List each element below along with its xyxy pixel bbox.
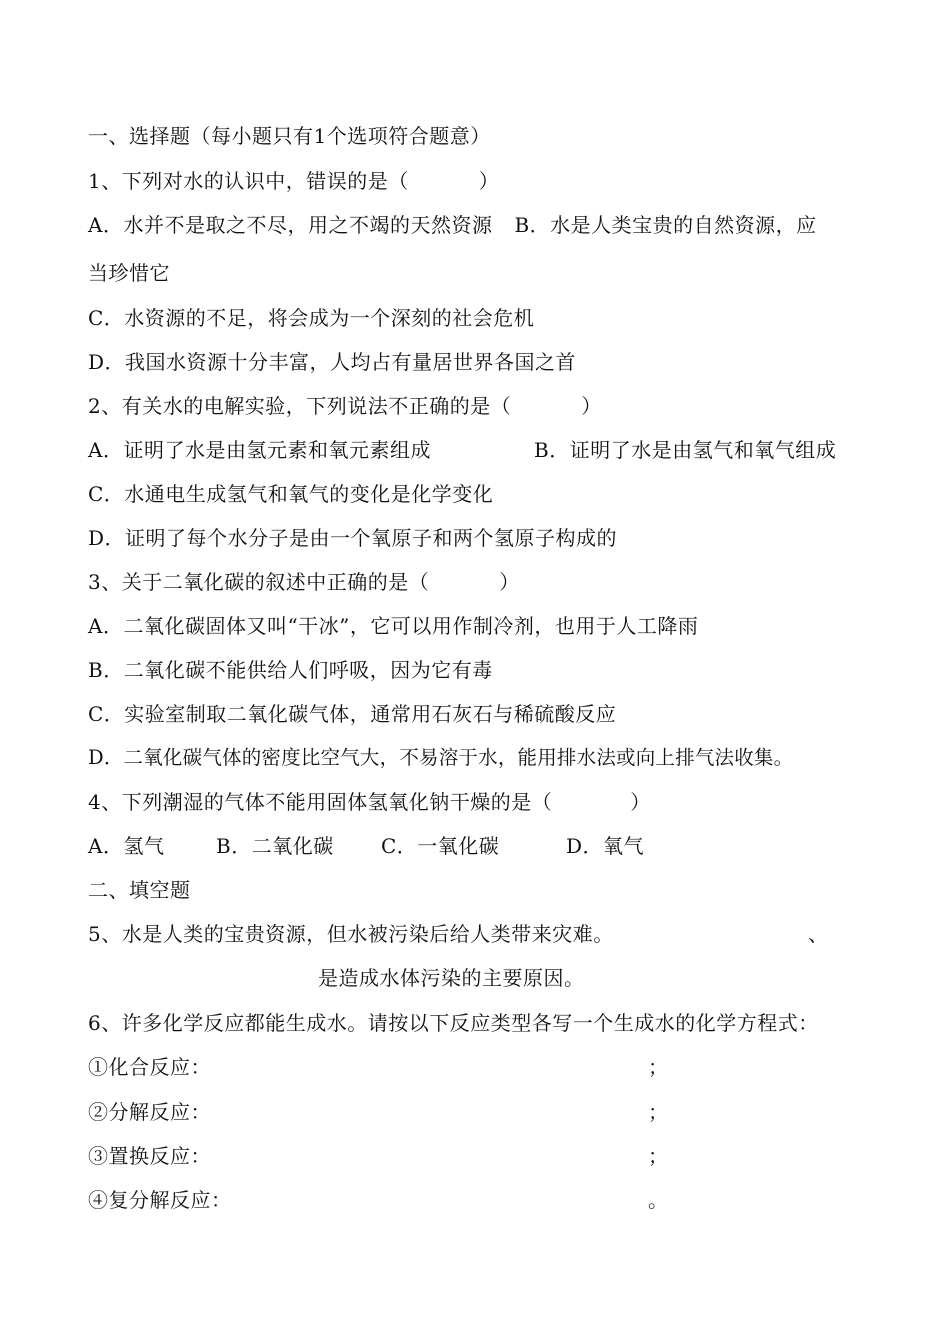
question-2-option-a: A．证明了水是由氢元素和氧元素组成 <box>88 438 431 462</box>
question-2-option-c: C．水通电生成氢气和氧气的变化是化学变化 <box>88 482 494 506</box>
question-5-line1: 5、水是人类的宝贵资源，但水被污染后给人类带来灾难。 <box>88 922 614 946</box>
option-b: B．水是人类宝贵的自然资源，应 <box>514 213 817 237</box>
question-3-option-c: C．实验室制取二氧化碳气体，通常用石灰石与稀硫酸反应 <box>88 702 617 726</box>
reaction-double-decomposition-end: 。 <box>648 1188 669 1212</box>
question-6-stem: 6、许多化学反应都能生成水。请按以下反应类型各写一个生成水的化学方程式： <box>88 1011 819 1035</box>
question-3-option-b: B．二氧化碳不能供给人们呼吸，因为它有毒 <box>88 658 493 682</box>
question-3-option-a: A．二氧化碳固体又叫“干冰”，它可以用作制冷剂，也用于人工降雨 <box>88 614 699 638</box>
question-3-stem: 3、关于二氧化碳的叙述中正确的是（ ） <box>88 570 520 594</box>
question-2-stem: 2、有关水的电解实验，下列说法不正确的是（ ） <box>88 394 602 418</box>
question-3-option-d: D．二氧化碳气体的密度比空气大，不易溶于水，能用排水法或向上排气法收集。 <box>88 746 794 769</box>
question-4-option-d: D．氧气 <box>566 834 645 858</box>
option-a: A．水并不是取之不尽，用之不竭的天然资源 <box>88 213 493 237</box>
question-4-option-c: C．一氧化碳 <box>381 834 500 858</box>
reaction-combination-label: ①化合反应： <box>88 1055 211 1079</box>
reaction-displacement-end: ； <box>648 1144 669 1168</box>
option-d: D．我国水资源十分丰富，人均占有量居世界各国之首 <box>88 350 577 374</box>
question-1-options-ab <box>88 212 817 238</box>
question-4-option-b: B．二氧化碳 <box>216 834 334 858</box>
question-4-stem: 4、下列潮湿的气体不能用固体氢氧化钠干燥的是（ ） <box>88 790 651 814</box>
question-1-option-b-continued: 当珍惜它 <box>88 261 170 285</box>
question-5-separator: 、 <box>808 922 829 946</box>
reaction-decomposition-end: ； <box>648 1100 669 1124</box>
question-2-option-b: B．证明了水是由氢气和氧气组成 <box>534 438 837 462</box>
question-5-line2: 是造成水体污染的主要原因。 <box>318 966 585 990</box>
reaction-displacement-label: ③置换反应： <box>88 1144 211 1168</box>
question-2-option-d: D．证明了每个水分子是由一个氧原子和两个氢原子构成的 <box>88 526 618 550</box>
reaction-decomposition-label: ②分解反应： <box>88 1100 211 1124</box>
section-title-choice: 一、选择题（每小题只有1个选项符合题意） <box>88 124 491 148</box>
question-4-option-a: A．氢气 <box>88 834 165 858</box>
reaction-combination-end: ； <box>648 1055 669 1079</box>
reaction-double-decomposition-label: ④复分解反应： <box>88 1188 232 1212</box>
section-title-fill-in: 二、填空题 <box>88 878 191 902</box>
option-c: C．水资源的不足，将会成为一个深刻的社会危机 <box>88 306 535 330</box>
question-1-stem: 1、下列对水的认识中，错误的是（ ） <box>88 169 500 193</box>
